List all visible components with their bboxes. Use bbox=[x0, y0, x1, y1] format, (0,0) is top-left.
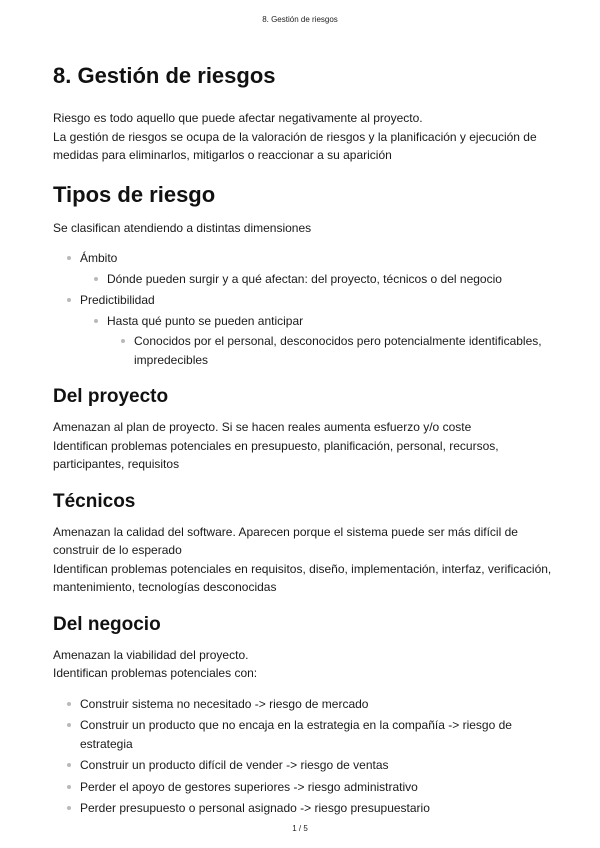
list-item bbox=[134, 332, 553, 369]
list-item bbox=[80, 756, 553, 775]
negocio-list bbox=[53, 695, 553, 818]
paragraph-line: Identifican problemas potenciales en requisitos, diseño, implementación, interfaz, verificación, mantenimiento, tecnologías desconocidas bbox=[53, 561, 552, 594]
bullet-icon bbox=[67, 723, 71, 727]
list-item bbox=[80, 799, 553, 818]
bullet-icon bbox=[121, 339, 125, 343]
section-heading-tipos: Tipos de riesgo bbox=[53, 181, 216, 207]
bullet-icon bbox=[67, 785, 71, 789]
bullet-icon bbox=[67, 702, 71, 706]
negocio-paragraph bbox=[53, 646, 553, 683]
predictibilidad-subsub-list bbox=[107, 332, 553, 369]
tipos-intro bbox=[53, 219, 553, 238]
list-item-label: Construir un producto difícil de vender -> riesgo de ventas bbox=[80, 758, 389, 772]
list-item bbox=[107, 270, 553, 289]
list-item-label: Construir sistema no necesitado -> riesgo de mercado bbox=[80, 696, 369, 711]
bullet-icon bbox=[67, 763, 71, 767]
list-item-label: Ámbito bbox=[80, 251, 118, 265]
list-item bbox=[80, 716, 553, 753]
list-item-label: Predictibilidad bbox=[80, 293, 155, 307]
list-item-label: Perder presupuesto o personal asignado -> riesgo presupuestario bbox=[80, 801, 430, 815]
paragraph-line: Amenazan al plan de proyecto. Si se hacen reales aumenta esfuerzo y/o coste bbox=[53, 420, 472, 434]
list-item bbox=[80, 778, 553, 797]
section-heading-tecnicos: Técnicos bbox=[53, 490, 136, 512]
section-heading-negocio: Del negocio bbox=[53, 613, 161, 635]
paragraph-line: Identifican problemas potenciales en presupuesto, planificación, personal, recursos, participantes, requisitos bbox=[53, 438, 499, 471]
section-heading-proyecto: Del proyecto bbox=[53, 386, 169, 407]
intro-paragraph bbox=[53, 109, 553, 165]
paragraph-line: Identifican problemas potenciales con: bbox=[53, 666, 258, 680]
tipos-list bbox=[53, 249, 553, 369]
tipos-intro-line: Se clasifican atendiendo a distintas dimensiones bbox=[53, 220, 312, 235]
document-body bbox=[53, 60, 553, 826]
page-number: 1 / 5 bbox=[292, 824, 308, 833]
running-header: 8. Gestión de riesgos bbox=[262, 15, 338, 24]
intro-line: La gestión de riesgos se ocupa de la valoración de riesgos y la planificación y ejecución de medidas para eliminarlos, mitigarlos o reaccionar a su aparición bbox=[53, 129, 537, 162]
paragraph-line: Amenazan la calidad del software. Aparecen porque el sistema puede ser más difícil de construir de lo esperado bbox=[53, 524, 518, 557]
list-item-label: Construir un producto que no encaja en la estrategia en la compañía -> riesgo de estrategia bbox=[80, 718, 512, 751]
bullet-icon bbox=[94, 319, 98, 323]
bullet-icon bbox=[94, 277, 98, 281]
list-item-label: Dónde pueden surgir y a qué afectan: del proyecto, técnicos o del negocio bbox=[107, 271, 502, 286]
ambito-sub-list bbox=[80, 270, 553, 289]
intro-line: Riesgo es todo aquello que puede afectar negativamente al proyecto. bbox=[53, 111, 423, 125]
predictibilidad-sub-list bbox=[80, 312, 553, 370]
page-title: 8. Gestión de riesgos bbox=[53, 63, 276, 88]
bullet-icon bbox=[67, 298, 71, 302]
list-item-ambito bbox=[80, 249, 553, 288]
bullet-icon bbox=[67, 806, 71, 810]
list-item-predictibilidad bbox=[80, 291, 553, 369]
list-item bbox=[107, 312, 553, 370]
bullet-icon bbox=[67, 256, 71, 260]
list-item bbox=[80, 695, 553, 714]
paragraph-line: Amenazan la viabilidad del proyecto. bbox=[53, 647, 249, 662]
list-item-label: Hasta qué punto se pueden anticipar bbox=[107, 313, 304, 328]
list-item-label: Perder el apoyo de gestores superiores -> riesgo administrativo bbox=[80, 779, 418, 794]
list-item-label: Conocidos por el personal, desconocidos pero potencialmente identificables, impredecibles bbox=[134, 334, 542, 367]
tecnicos-paragraph bbox=[53, 523, 553, 597]
proyecto-paragraph bbox=[53, 418, 553, 474]
